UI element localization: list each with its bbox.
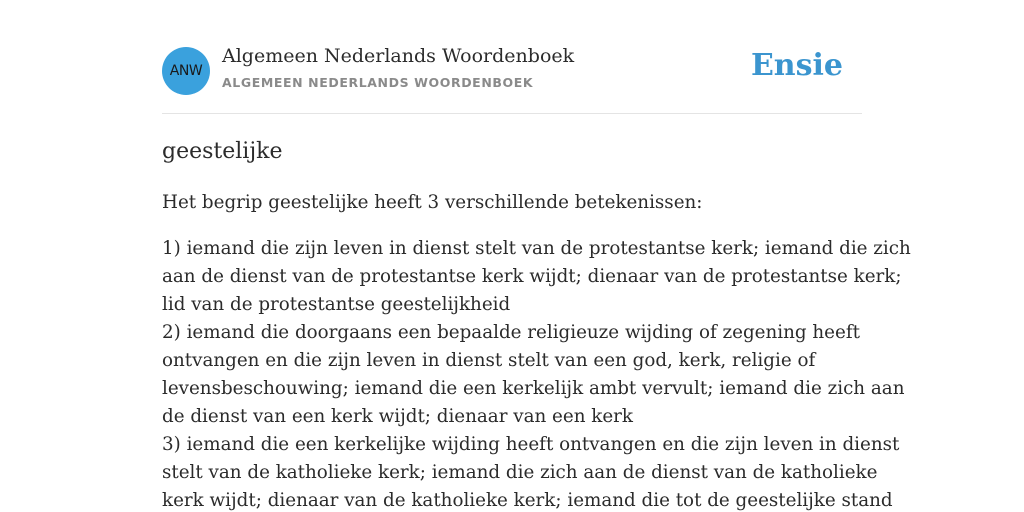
dictionary-title[interactable]: Algemeen Nederlands Woordenboek — [222, 45, 575, 67]
definition-line: levensbeschouwing; iemand die een kerkelijk ambt vervult; iemand die zich aan — [162, 378, 905, 399]
definition-line: 2) iemand die doorgaans een bepaalde religieuze wijding of zegening heeft — [162, 322, 860, 343]
ensie-brand-logo[interactable]: Ensie — [750, 48, 843, 83]
definition-line: ontvangen en die zijn leven in dienst stelt van een god, kerk, religie of — [162, 350, 816, 371]
definition-line: aan de dienst van de protestantse kerk wijdt; dienaar van de protestantse kerk; — [162, 266, 902, 287]
dictionary-subtitle: ALGEMEEN NEDERLANDS WOORDENBOEK — [222, 75, 534, 90]
definition-line: lid van de protestantse geestelijkheid — [162, 294, 511, 315]
definition-line: kerk wijdt; dienaar van de katholieke kerk; iemand die tot de geestelijke stand — [162, 490, 893, 511]
entry-intro: Het begrip geestelijke heeft 3 verschillende betekenissen: — [162, 192, 703, 213]
site-header — [162, 38, 862, 114]
definition-line: de dienst van een kerk wijdt; dienaar van een kerk — [162, 406, 633, 427]
definition-list — [162, 235, 911, 512]
definition-line: 1) iemand die zijn leven in dienst stelt van de protestantse kerk; iemand die zich — [162, 238, 911, 259]
entry-content — [162, 137, 911, 512]
entry-term: geestelijke — [162, 139, 283, 164]
definition-line: 3) iemand die een kerkelijke wijding heeft ontvangen en die zijn leven in dienst — [162, 434, 900, 455]
definition-line: stelt van de katholieke kerk; iemand die zich aan de dienst van de katholieke — [162, 462, 878, 483]
dictionary-logo[interactable]: ANW — [162, 47, 210, 95]
